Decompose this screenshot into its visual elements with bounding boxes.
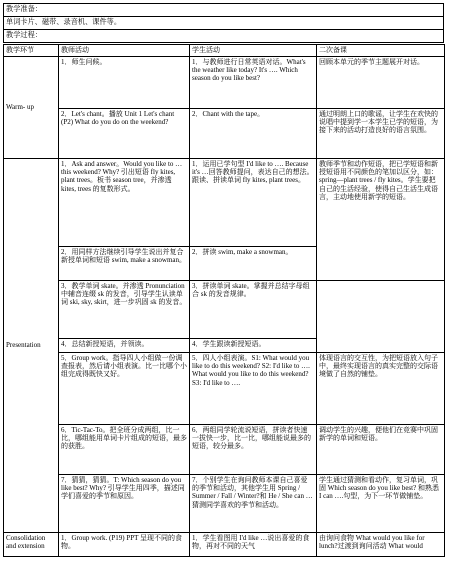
notes: 由询问食物 What would you like for lunch?过渡到询问活动 What would bbox=[317, 533, 445, 557]
student-activity: 3．拼读单词 skate。掌握并总结字母组合 sk 的发音规律。 bbox=[190, 281, 317, 339]
notes: 通过明朗上口的歌谣，让学生在欢快的说唱中提到学一本学生已学的短语，为接下来的活动打造良好的语言氛围。 bbox=[317, 109, 445, 159]
lesson-table bbox=[3, 44, 445, 557]
teacher-activity: 1．师生问候。 bbox=[59, 57, 190, 109]
table-row bbox=[4, 57, 445, 109]
notes: 体现语言的交互性，为把短语放入句子中，最终实现语言的真实完整的交际语境做了自然的铺垫。 bbox=[317, 353, 445, 425]
student-activity: 4．学生跟读新授短语。 bbox=[190, 339, 317, 353]
teacher-activity: 1．Group work. (P19) PPT 呈现不同的食物。 bbox=[59, 533, 190, 557]
materials-text: 单词卡片、磁带、录音机、课件等。 bbox=[6, 18, 122, 26]
student-activity: 1．学生看图用 I'd like …说出喜爱的食物，再对不同的天气 bbox=[190, 533, 317, 557]
col-header-stage: 教学环节 bbox=[4, 45, 59, 57]
table-row bbox=[4, 425, 445, 475]
student-activity: 1．与教师进行日常英语对话。What's the weather like today? It's …. Which season do you like best? bbox=[190, 57, 317, 109]
teacher-activity: 6．Tic-Tac-To。把全班分成两组，比一比，哪组能用单词卡片组成的短语，最多的获胜。 bbox=[59, 425, 190, 475]
table-header-row bbox=[4, 45, 445, 57]
table-row bbox=[4, 159, 445, 247]
teacher-activity: 3．教学单词 skate。并渗透 Pronunciation 中辅音连缀 sk 的发音，引导学生认读单词 ski, sky, skirt，进一步巩固 sk 的发音。 bbox=[59, 281, 190, 339]
student-activity: 2．拼读 swim, make a snowman。 bbox=[190, 247, 317, 281]
col-header-notes: 二次备课 bbox=[317, 45, 445, 57]
prep-line bbox=[3, 3, 444, 17]
process-line bbox=[3, 29, 444, 43]
process-label: 教学过程： bbox=[6, 31, 42, 39]
teacher-activity: 7．猜猜，猜猜。T: Which season do you like best? Why? 引导学生用四季，描述同学们喜爱的季节和原因。 bbox=[59, 475, 190, 533]
stage-warmup: Warm- up bbox=[4, 57, 59, 159]
stage-consolidation: Consolidation and extension bbox=[4, 533, 59, 557]
col-header-student: 学生活动 bbox=[190, 45, 317, 57]
student-activity: 1．运用已学句型 I'd like to …. Because it's …回答教师提问，表达自己的想法。跟读、拼读单词 fly kites, plant trees。 bbox=[190, 159, 317, 247]
teacher-activity: 4．总结新授短语，并领读。 bbox=[59, 339, 190, 353]
student-activity: 6．两组同学轮流说短语，拼读者快速一拔快一步，比一比，哪组能说最多的短语，较分最多。 bbox=[190, 425, 317, 475]
prep-label: 教学准备： bbox=[6, 5, 42, 13]
col-header-teacher: 教师活动 bbox=[59, 45, 190, 57]
teacher-activity: 1．Ask and answer。Would you like to … this weekend? Why? 引出短语 fly kites, plant trees。板书 season tree，并渗透 kites, trees 的复数形式。 bbox=[59, 159, 190, 247]
stage-presentation: Presentation bbox=[4, 159, 59, 533]
notes-empty bbox=[317, 281, 445, 353]
student-activity: 7．个别学生在询问教师本课自己喜爱的季节和活动，其他学生用 Spring / Summer / Fall / Winter?和 He / She can …猜测同学喜欢的季节和活动。 bbox=[190, 475, 317, 533]
notes: 学生通过猜测和看动作，复习单词，巩固 Which season do you like best? 和熟悉 I can ….句型，为下一环节做铺垫。 bbox=[317, 475, 445, 533]
table-row bbox=[4, 281, 445, 339]
teacher-activity: 2．用同样方法继续引导学生说出并复合新授单词和短语 swim, make a snowman。 bbox=[59, 247, 190, 281]
notes: 教师季节和动作短语，把已学短语和新授短语用不同颜色的笔加以区分，如：spring—plant trees / fly kites。学生要把自己的生活经验，使得自己生活生成语言，主动地使用新学的短语。 bbox=[317, 159, 445, 281]
teacher-activity: 5．Group work。指导四人小组做一份调查报表，然后请小组表演。比一比哪个小组完成得既快又好。 bbox=[59, 353, 190, 425]
notes: 回顾本单元的季节主题展开对话。 bbox=[317, 57, 445, 109]
student-activity: 2．Chant with the tape。 bbox=[190, 109, 317, 159]
student-activity: 5．四人小组表演。S1: What would you like to do this weekend? S2: I'd like to …. What would you like to do this weekend? S3: I'd like to …. bbox=[190, 353, 317, 425]
notes: 调动学生的兴趣，便他们在竞赛中巩固新学的单词和短语。 bbox=[317, 425, 445, 475]
table-row bbox=[4, 353, 445, 425]
teacher-activity: 2．Let's chant。播放 Unit 1 Let's chant (P2) What do you do on the weekend? bbox=[59, 109, 190, 159]
materials-line bbox=[3, 16, 444, 30]
table-row bbox=[4, 475, 445, 533]
table-row bbox=[4, 533, 445, 557]
table-row bbox=[4, 109, 445, 159]
